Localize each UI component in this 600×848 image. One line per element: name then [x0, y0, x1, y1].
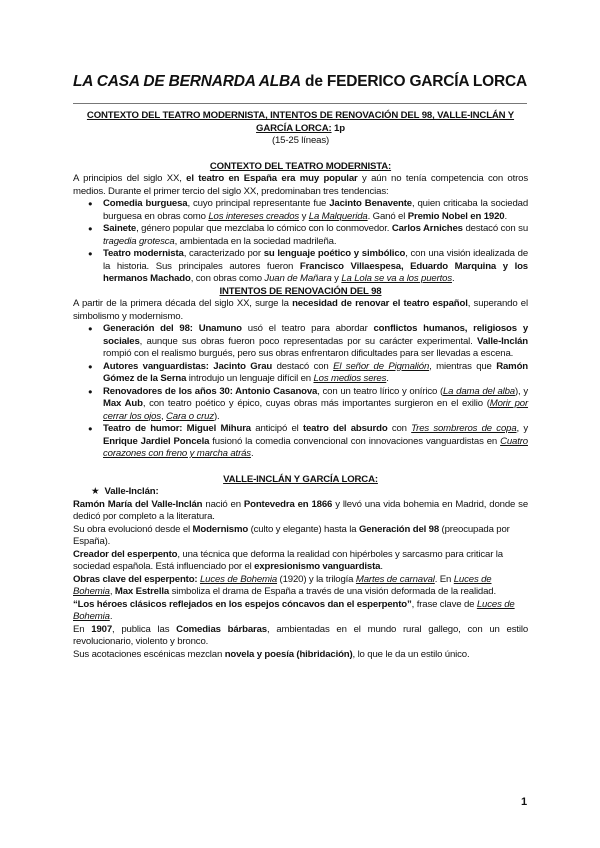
- section-title-renovacion: INTENTOS DE RENOVACIÓN DEL 98: [219, 285, 382, 297]
- section-title-valle-lorca: VALLE-INCLÁN Y GARCÍA LORCA:: [223, 473, 378, 485]
- valle-paragraph: Obras clave del esperpento: Luces de Bohemia (1920) y la trilogía Martes de carnaval. En Luces de Bohemia, Max Estrella simboliza el drama de España a través de una visión deformada de la realidad.: [73, 573, 497, 597]
- list-item: ● Teatro modernista, caracterizado por su lenguaje poético y simbólico, con una visión idealizada de la historia. Sus principales autores fueron Francisco Villaespesa, Eduardo Marquina y los hermanos Machado, con obras como Juan de Mañara y La Lola se va a los puertos.: [103, 248, 528, 286]
- page-number: 1: [521, 796, 528, 808]
- list-item: ● Teatro de humor: Miguel Mihura anticipó el teatro del absurdo con Tres sombreros de copa, y Enrique Jardiel Poncela fusionó la comedia convencional con innovaciones vanguardistas en Cuatro corazones con freno y marcha atrás.: [103, 423, 528, 461]
- title-work: LA CASA DE BERNARDA ALBA: [72, 73, 301, 90]
- valle-paragraph: “Los héroes clásicos reflejados en los espejos cóncavos dan el esperpento”, frase clave de Luces de Bohemia.: [73, 598, 515, 622]
- valle-paragraph: Ramón María del Valle-Inclán nació en Pontevedra en 1866 y llevó una vida bohemia en Madrid, donde se dedicó por completo a la literatura.: [73, 498, 528, 522]
- title-divider: [73, 103, 527, 104]
- title-author: de FEDERICO GARCÍA LORCA: [300, 73, 528, 90]
- valle-paragraph: En 1907, publica las Comedias bárbaras, ambientadas en el mundo rural gallego, con un estilo revolucionario, violento y bronco.: [73, 623, 529, 647]
- star-icon: ★: [91, 486, 100, 497]
- list-item: ● Sainete, género popular que mezclaba lo cómico con lo conmovedor. Carlos Arniches destacó con su tragedia grotesca, ambientada en la sociedad madrileña.: [103, 223, 528, 248]
- valle-paragraph: Creador del esperpento, una técnica que deforma la realidad con hipérboles y sarcasmo para criticar la sociedad española. Está influenciado por el expresionismo vanguardista.: [73, 548, 503, 572]
- list-item: ● Renovadores de los años 30: Antonio Casanova, con un teatro lírico y onírico (La dama del alba), y Max Aub, con teatro poético y épico, cuyas obras más importantes surgieron en el exilio (Morir por cerrar los ojos, Cara o cruz).: [103, 386, 528, 424]
- valle-paragraph: Su obra evolucionó desde el Modernismo (culto y elegante) hasta la Generación del 98 (preocupada por España).: [73, 523, 510, 547]
- list-item: ● Autores vanguardistas: Jacinto Grau destacó con El señor de Pigmalión, mientras que Ramón Gómez de la Serna introdujo un lenguaje difícil en Los medios seres.: [103, 361, 528, 386]
- renovacion-intro: A partir de la primera década del siglo XX, surge la necesidad de renovar el teatro español, superando el simbolismo y modernismo.: [73, 298, 528, 322]
- modernista-intro: A principios del siglo XX, el teatro en España era muy popular y aún no tenía competencia con otros medios. Durante el primer tercio del siglo XX, predominaban tres tendencias:: [73, 173, 528, 197]
- section-title-modernista: CONTEXTO DEL TEATRO MODERNISTA:: [209, 160, 392, 172]
- valle-paragraph: Sus acotaciones escénicas mezclan novela y poesía (hibridación), lo que le da un estilo único.: [73, 648, 470, 660]
- list-item: ● Generación del 98: Unamuno usó el teatro para abordar conflictos humanos, religiosos y sociales, aunque sus obras fueron poco representadas por su carácter experimental. Valle-Inclán rompió con el realismo burgués, pero sus obras enfrentaron dificultades para ser llevadas a escena.: [103, 323, 528, 361]
- subsection-valle: ★ Valle-Inclán:: [91, 486, 159, 497]
- section-subheading: (15-25 líneas): [271, 135, 330, 146]
- document-body: [73, 110, 528, 661]
- modernista-list: [73, 198, 528, 286]
- document-title: [0, 73, 600, 91]
- section-heading: CONTEXTO DEL TEATRO MODERNISTA, INTENTOS DE RENOVACIÓN DEL 98, VALLE-INCLÁN Y GARCÍA LORCA: 1p: [86, 110, 515, 134]
- list-item: ● Comedia burguesa, cuyo principal representante fue Jacinto Benavente, quien criticaba la sociedad burguesa en obras como Los intereses creados y La Malquerida. Ganó el Premio Nobel en 1920.: [103, 198, 528, 223]
- renovacion-list: [73, 323, 528, 461]
